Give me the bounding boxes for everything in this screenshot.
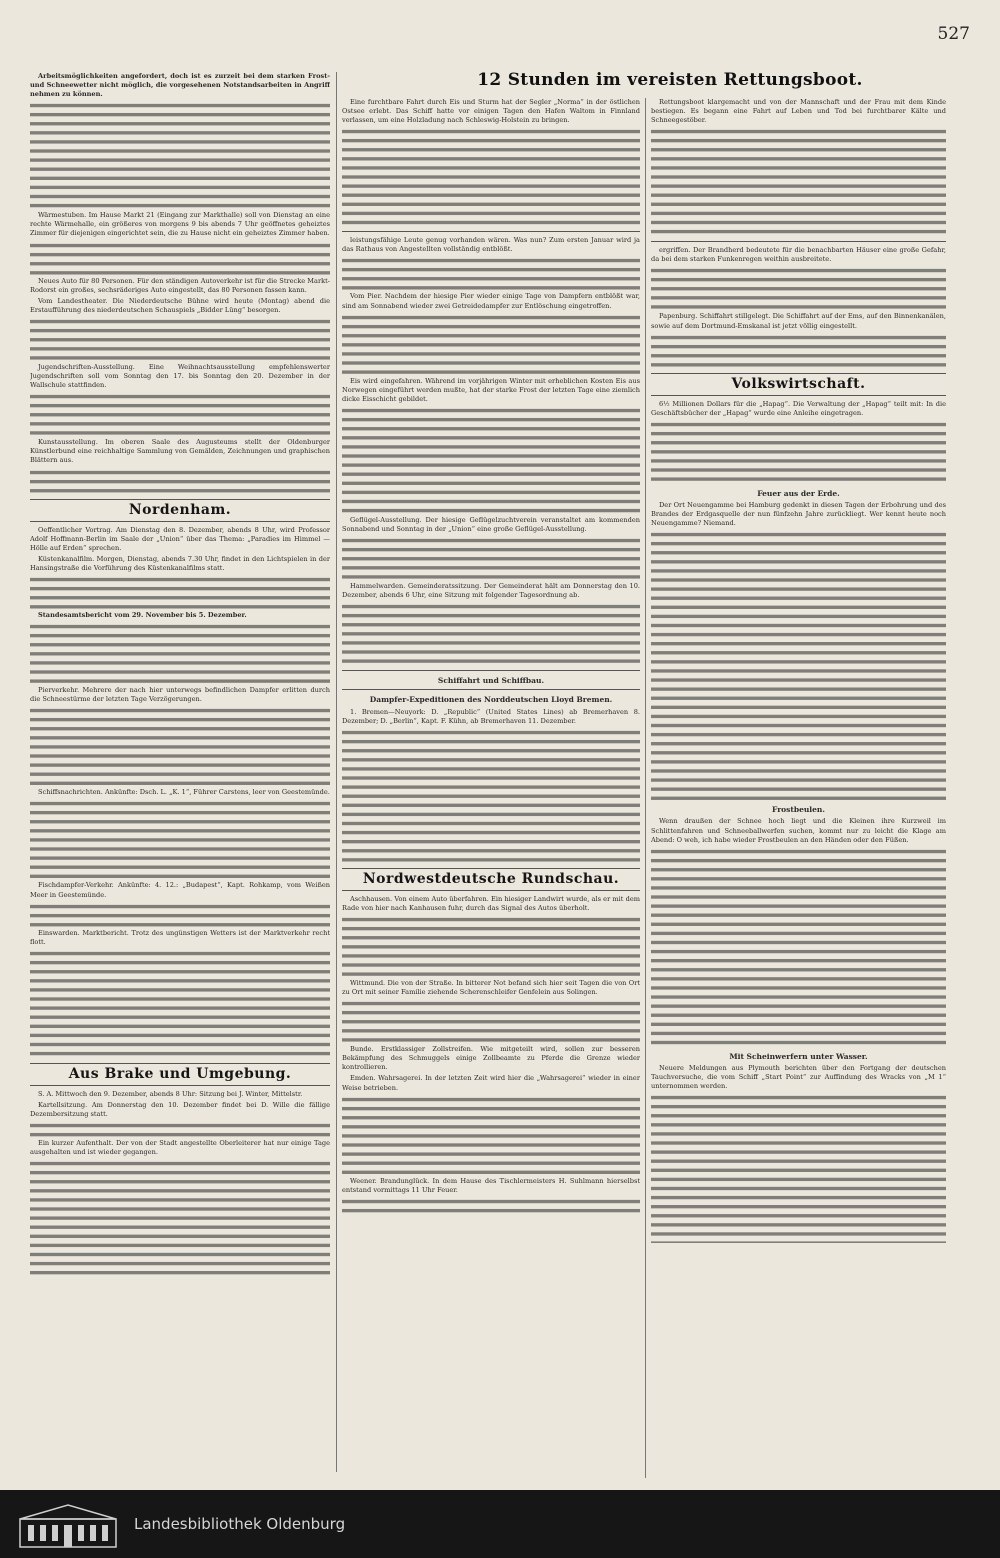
- nordenham-item: Oeffentlicher Vortrag. Am Dienstag den 8. Dezember, abends 8 Uhr, wird Professor Adolf Hoffmann-Berlin im Saale der „Union“ über das Thema: „Paradies im Himmel — Hölle auf Erden“ sprechen.: [30, 525, 330, 552]
- page-number: 527: [937, 24, 970, 44]
- text-block: [342, 536, 640, 582]
- text-block: [30, 468, 330, 495]
- scheinwerfer-text: Neuere Meldungen aus Plymouth berichten über den Fortgang der deutschen Tauchversuche, die vom Schiff „Start Point“ zur Auffindung des Wracks von „M 1“ unternommen werden.: [651, 1063, 946, 1090]
- rescue-story-continued: Rettungsboot klargemacht und von der Mannschaft und der Frau mit dem Kinde bestiegen. Es begann eine Fahrt auf Leben und Tod bei furchtbarer Kälte und Schneegestöber.: [651, 98, 946, 125]
- rundschau-item: Aschhausen. Von einem Auto überfahren. Ein hiesiger Landwirt wurde, als er mit dem Rade von hier nach Kanhausen fuhr, durch das Signal des Autos überholt.: [342, 894, 640, 912]
- rundschau-item: Emden. Wahrsagerei. In der letzten Zeit wird hier die „Wahrsagerei“ wieder in einer Weise betrieben.: [342, 1074, 640, 1092]
- lloyd-heading: Dampfer-Expeditionen des Norddeutschen Lloyd Bremen.: [369, 695, 613, 705]
- text-block: [30, 317, 330, 363]
- nordenham-item: Schiffsnachrichten. Ankünfte: Dsch. L. „K. 1“, Führer Carstens, leer von Geestemünde.: [38, 788, 330, 797]
- rescue-story-intro: Eine furchtbare Fahrt durch Eis und Sturm hat der Segler „Norma“ in der östlichen Ostsee erlebt. Das Schiff hatte vor einigen Tagen den Hafen Waltom in Finnland verlassen, um eine Holzladung nach Schleswig-Holstein zu bringen.: [342, 98, 640, 125]
- divider: [30, 1085, 330, 1086]
- col2-item: Eis wird eingefahren. Während im vorjährigen Winter mit erheblichen Kosten Eis aus Norwegen eingeführt werden mußte, hat der starke Frost der letzten Tage eine ziemlich dicke Eisschicht gebildet.: [342, 376, 640, 403]
- text-block: [342, 406, 640, 516]
- divider: [30, 499, 330, 500]
- divider: [342, 670, 640, 671]
- col1-item: Neues Auto für 80 Personen. Für den ständigen Autoverkehr ist für die Strecke Markt-Rodorst ein großes, sechsräderiges Auto eingestellt, das 80 Personen fassen kann.: [30, 276, 330, 294]
- col1-item: Jugendschriften-Ausstellung. Eine Weihnachtsausstellung empfehlenswerter Jugendschriften soll vom Sonntag den 17. bis Sonntag den 20. Dezember in der Wallschule stattfinden.: [30, 362, 330, 390]
- divider: [342, 890, 640, 891]
- nordenham-item: Küstenkanalfilm. Morgen, Dienstag, abends 7.30 Uhr, findet in den Lichtspielen in der Hansingstraße die Vorführung des Küstenkanalfilms statt.: [30, 554, 330, 572]
- divider: [342, 868, 640, 869]
- divider: [342, 689, 640, 690]
- section-volkswirtschaft-heading: Volkswirtschaft.: [731, 375, 866, 392]
- frostbeulen-text: Wenn draußen der Schnee hoch liegt und die Kleinen ihre Kurzweil im Schlittenfahren und Schneeballwerfen suchen, kommt nur zu leicht die Klage am Abend: O weh, ich habe wieder Frostbeulen an den Händen oder den Füßen.: [651, 817, 946, 844]
- text-block: [30, 949, 330, 1059]
- column-rule: [336, 72, 337, 1472]
- text-block: [30, 622, 330, 686]
- text-block: [651, 530, 946, 800]
- divider: [30, 1063, 330, 1064]
- hapag-item: 6½ Millionen Dollars für die „Hapag“. Die Verwaltung der „Hapag“ teilt mit: In die Geschäftsbücher der „Hapag“ wurde eine Anleihe eingetragen.: [651, 399, 946, 417]
- text-block: [30, 575, 330, 611]
- scheinwerfer-heading: Mit Scheinwerfern unter Wasser.: [729, 1051, 868, 1061]
- text-block: [651, 333, 946, 369]
- text-block: [342, 602, 640, 666]
- rundschau-item: Weener. Brandunglück. In dem Hause des Tischlermeisters H. Suhlmann hierselbst entstand vormittags 11 Uhr Feuer.: [342, 1176, 640, 1194]
- text-block: [651, 266, 946, 312]
- library-banner: [0, 1490, 1000, 1558]
- divider: [651, 241, 946, 242]
- text-block: [342, 915, 640, 979]
- brake-item: Kartellsitzung. Am Donnerstag den 10. Dezember findet bei D. Wille die fällige Dezembersitzung statt.: [30, 1101, 330, 1119]
- col2-continued: leistungsfähige Leute genug vorhanden wären. Was nun? Zum ersten Januar wird ja das Rathaus von Angestellten vollständig entblößt.: [342, 236, 640, 254]
- frostbeulen-heading: Frostbeulen.: [772, 805, 825, 815]
- section-brake-heading: Aus Brake und Umgebung.: [68, 1065, 292, 1082]
- col2-item: Geflügel-Ausstellung. Der hiesige Geflügelzuchtverein veranstaltet am kommenden Sonnabend und Sonntag in der „Union“ eine große Geflügel-Ausstellung.: [342, 515, 640, 534]
- section-nordenham-heading: Nordenham.: [128, 501, 232, 518]
- text-block: [651, 1093, 946, 1243]
- col3-continued: ergriffen. Der Brandherd bedeutete für die benachbarten Häuser eine große Gefahr, da bei dem starken Funkenregen weithin ausbreitete.: [651, 246, 946, 264]
- col1-item: Wärmestuben. Im Hause Markt 21 (Eingang zur Markthalle) soll von Dienstag an eine rechte Wärmehalle, ein größeres von morgens 9 bis abends 7 Uhr geöffnetes geheiztes Zimmer für diejenigen eingerichtet sein, die zu Hause nicht ein geheiztes Zimmer haben.: [30, 211, 330, 238]
- divider: [342, 231, 640, 232]
- text-block: [342, 127, 640, 227]
- col1-lead: Arbeitsmöglichkeiten angefordert, doch ist es zurzeit bei dem starken Frost- und Schneewetter nicht möglich, die vorgesehenen Notstandsarbeiten in Angriff nehmen zu können.: [30, 72, 330, 99]
- brake-item: Ein kurzer Aufenthalt. Der von der Stadt angestellte Oberleiterer hat nur einige Tage ausgehalten und ist wieder gegangen.: [30, 1139, 330, 1157]
- text-block: [342, 999, 640, 1045]
- text-block: [342, 728, 640, 864]
- column-rule: [645, 98, 646, 1478]
- col1-item: Vom Landestheater. Die Niederdeutsche Bühne wird heute (Montag) abend die Erstaufführung des niederdeutschen Schauspiels „Bidder Lüng“ besorgen.: [30, 296, 330, 314]
- text-block: [30, 902, 330, 929]
- divider: [651, 373, 946, 374]
- text-block: [651, 420, 946, 484]
- col2-item: Hammelwarden. Gemeinderatssitzung. Der Gemeinderat hält am Donnerstag den 10. Dezember, abends 6 Uhr, eine Sitzung mit folgender Tagesordnung ab.: [342, 582, 640, 600]
- text-block: [30, 799, 330, 881]
- col1-item: Kunstausstellung. Im oberen Saale des Augusteums stellt der Oldenburger Künstlerbund eine reichhaltige Sammlung von Gemälden, Zeichnungen und graphischen Blättern aus.: [30, 438, 330, 465]
- top-story-headline: 12 Stunden im vereisten Rettungsboot.: [477, 70, 863, 90]
- nordenham-item: Fischdampfer-Verkehr. Ankünfte: 4. 12.: „Budapest“, Kapt. Rohkamp, vom Weißen Meer in Geestemünde.: [30, 881, 330, 899]
- nordenham-item: Pierverkehr. Mehrere der nach hier unterwegs befindlichen Dampfer erlitten durch die Schneestürme der letzten Tage Verzögerungen.: [30, 686, 330, 704]
- library-building-icon: [18, 1499, 118, 1549]
- text-block: [30, 392, 330, 438]
- col2-item: Vom Pier. Nachdem der hiesige Pier wieder einige Tage von Dampfern entblößt war, sind am Sonnabend wieder zwei Getreidedampfer zur Entlöschung eingetroffen.: [342, 292, 640, 310]
- nordenham-item: Standesamtsbericht vom 29. November bis 5. Dezember.: [38, 611, 247, 620]
- brake-item: S. A. Mittwoch den 9. Dezember, abends 8 Uhr: Sitzung bei J. Winter, Mittelstr.: [38, 1089, 303, 1098]
- feuer-text: Der Ort Neuengamme bei Hamburg gedenkt in diesen Tagen der Erbohrung und des Brandes der Erdgasquelle der nun fünfzehn Jahre zurückliegt. Wer kennt heute noch Neuengamme? Niemand.: [651, 501, 946, 528]
- column-middle: [342, 98, 640, 1482]
- text-block: [30, 706, 330, 788]
- library-name: Landesbibliothek Oldenburg: [134, 1515, 346, 1533]
- lloyd-text: 1. Bremen—Neuyork: D. „Republic“ (United States Lines) ab Bremerhaven 8. Dezember; D. „Berlin“, Kapt. F. Kühn, ab Bremerhaven 11. Dezember.: [342, 707, 640, 725]
- rundschau-item: Bunde. Erstklassiger Zollstreifen. Wie mitgeteilt wird, sollen zur besseren Bekämpfung des Schmuggels einige Zollbeamte zu Pferde die Grenze wieder kontrollieren.: [342, 1045, 640, 1072]
- section-schiffahrt-heading: Schiffahrt und Schiffbau.: [437, 676, 545, 686]
- text-block: [342, 256, 640, 292]
- papenburg-item: Papenburg. Schiffahrt stillgelegt. Die Schiffahrt auf der Ems, auf den Binnenkanälen, sowie auf dem Dortmund-Emskanal ist jetzt völlig eingestellt.: [651, 312, 946, 330]
- column-left: [30, 72, 330, 1482]
- einswarden-item: Einswarden. Marktbericht. Trotz des ungünstigen Wetters ist der Marktverkehr recht flott.: [30, 928, 330, 946]
- divider: [30, 521, 330, 522]
- text-block: [30, 241, 330, 277]
- rundschau-item: Wittmund. Die von der Straße. In bitterer Not befand sich hier seit Tagen die von Ort zu Ort mit seiner Familie ziehende Scherenschleifer Genfelein aus Solingen.: [342, 978, 640, 997]
- text-block: [651, 847, 946, 1047]
- text-block: [342, 1197, 640, 1215]
- text-block: [30, 1121, 330, 1139]
- divider: [651, 395, 946, 396]
- column-right: [651, 98, 946, 1482]
- feuer-heading: Feuer aus der Erde.: [757, 488, 840, 498]
- text-block: [30, 101, 330, 211]
- text-block: [342, 1095, 640, 1177]
- section-rundschau-heading: Nordwestdeutsche Rundschau.: [362, 870, 620, 887]
- text-block: [30, 1159, 330, 1279]
- text-block: [651, 127, 946, 237]
- text-block: [342, 313, 640, 377]
